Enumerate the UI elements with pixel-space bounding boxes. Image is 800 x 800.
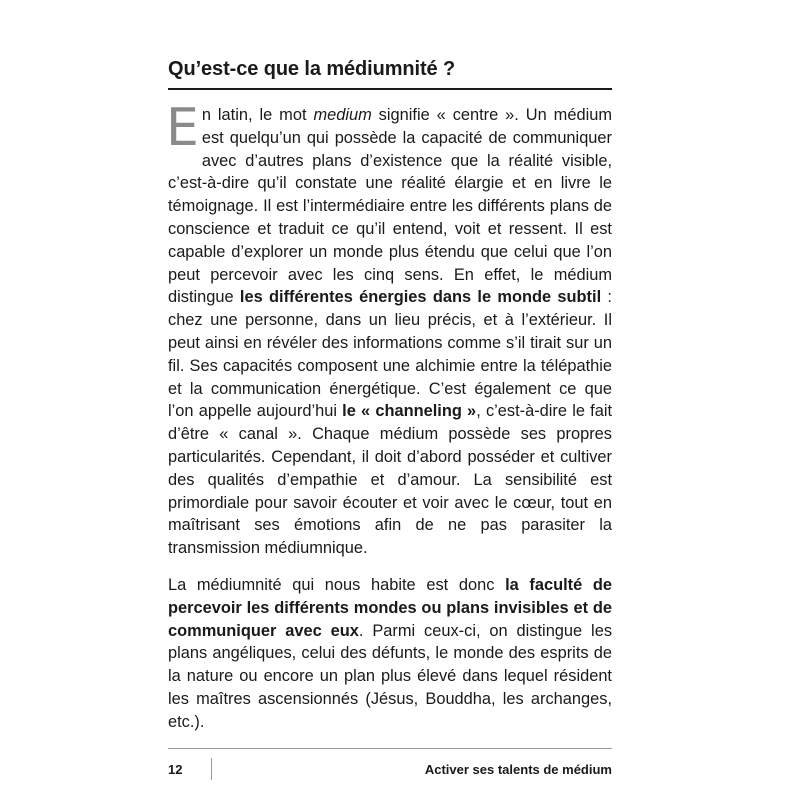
book-page xyxy=(168,0,612,800)
page-number: 12 xyxy=(168,762,183,777)
paragraph-1-text: : chez une personne, dans un lieu précis, et à l’extérieur. Il peut ainsi en révéler des informations comme s’il tirait sur un fil. Ses capacités composent une alchimie entre la télépathie et la communication énergétique. C’est également ce que l’on appelle aujourd’hui xyxy=(168,288,612,421)
drop-cap: E xyxy=(166,98,199,158)
paragraph-1 xyxy=(166,98,613,560)
body-text xyxy=(166,98,613,734)
paragraph-1-text: n latin, le mot xyxy=(201,106,314,124)
bold-phrase: le « channeling » xyxy=(342,402,477,421)
paragraph-1-text: signifie « centre ». Un médium est quelqu’un qui possède la capacité de communiquer avec d’autres plans d’existence que la réalité visible, c’est-à-dire qu’il constate une réalité élargie et en livre le témoignage. Il est l’intermédiaire entre les différents plans de conscience et traduit ce qu’il entend, voit et ressent. Il est capable d’explorer un monde plus étendu que celui que l’on peut percevoir avec les cinq sens. En effet, le médium distingue xyxy=(168,106,612,307)
paragraph-1-text: , c’est-à-dire le fait d’être « canal ». Chaque médium possède ses propres particularités. Cependant, il doit d’abord posséder et cultiver des qualités d’empathie et d’amour. La sensibilité est primordiale pour savoir écouter et voir avec le cœur, tout en maîtrisant ses émotions afin de ne pas parasiter la transmission médiumnique. xyxy=(168,402,613,558)
running-title: Activer ses talents de médium xyxy=(424,762,612,777)
section-heading: Qu’est-ce que la médiumnité ? xyxy=(168,58,456,80)
footer-separator xyxy=(211,758,212,780)
bold-phrase: les différentes énergies dans le monde subtil xyxy=(239,288,602,307)
heading-rule xyxy=(168,88,612,90)
paragraph-2-text: La médiumnité qui nous habite est donc xyxy=(168,575,506,594)
paragraph-2 xyxy=(168,574,612,734)
paragraph-2-text: . Parmi ceux-ci, on distingue les plans angéliques, celui des défunts, le monde des esprits de la nature ou encore un plan plus élevé dans lequel résident les maîtres ascensionnés (Jésus, Bouddha, les archanges, etc.). xyxy=(168,621,613,731)
footer-rule xyxy=(168,748,612,749)
bold-phrase: la faculté de percevoir les différents mondes ou plans invisibles et de communiquer avec eux xyxy=(168,575,613,640)
italic-term: medium xyxy=(313,106,372,124)
